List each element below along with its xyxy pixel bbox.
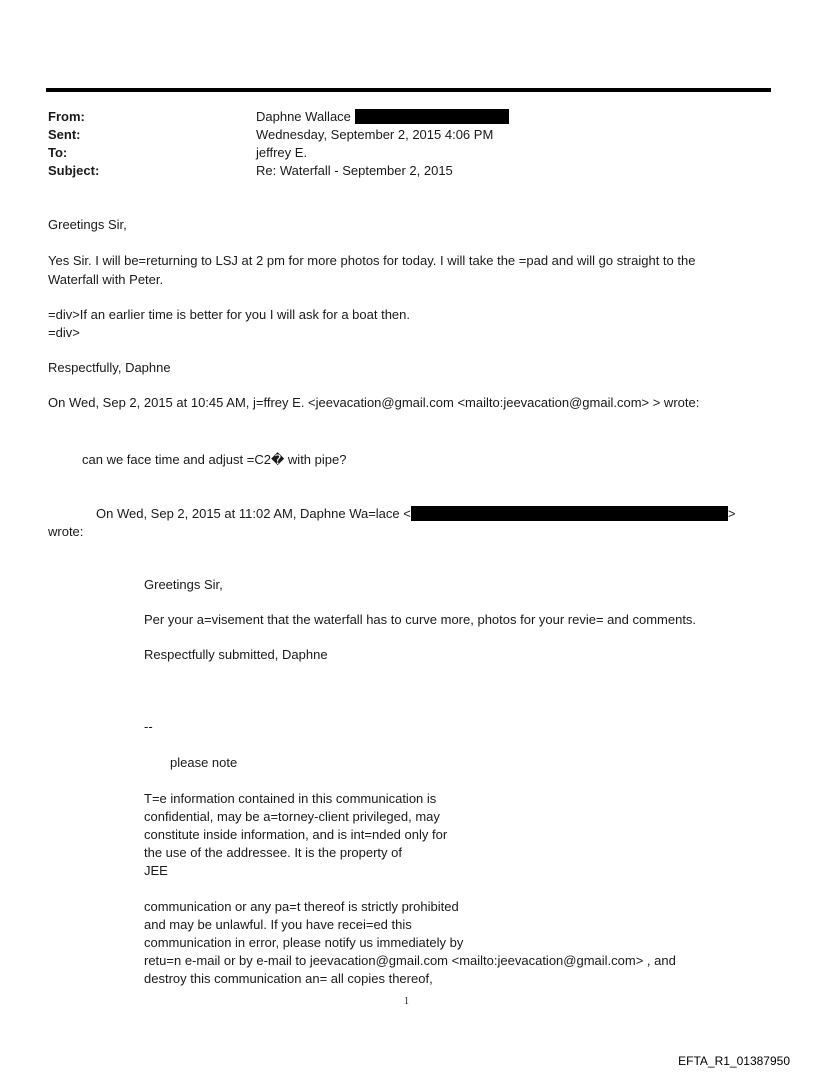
disclaimer-line: retu=n e-mail or by e-mail to jeevacation@gmail.com <mailto:jeevacation@gmail.com> , and [144,953,676,968]
to-value: jeffrey E. [256,145,308,160]
para1-line1: Yes Sir. I will be=returning to LSJ at 2 pm for more photos for today. I will take the =pad and will go straight to the [48,253,696,268]
page-number: 1 [404,996,409,1007]
para1-line2: Waterfall with Peter. [48,272,164,287]
disclaimer-line: and may be unlawful. If you have recei=ed this [144,917,412,932]
quote2-intro-start: < [403,506,411,521]
header-rule [46,88,771,92]
disclaimer-line: JEE [144,863,168,878]
sent-label: Sent: [48,127,81,142]
redaction-bar [411,506,728,521]
inner-greeting: Greetings Sir, [144,577,223,592]
quote-intro: On Wed, Sep 2, 2015 at 10:45 AM, j=ffrey E. <jeevacation@gmail.com <mailto:jeevacation@gmail.com> > wrote: [48,395,700,410]
quote2-intro: On Wed, Sep 2, 2015 at 11:02 AM, Daphne Wa=lace [96,506,400,521]
redaction-bar [355,109,509,124]
disclaimer-line: the use of the addressee. It is the property of [144,845,402,860]
quote2-intro-line [96,505,735,522]
to-label: To: [48,145,68,160]
quote2-wrote: wrote: [48,524,84,539]
from-value [256,108,509,126]
disclaimer-line: constitute inside information, and is int=nded only for [144,827,448,842]
div-line1: =div>If an earlier time is better for you I will ask for a boat then. [48,307,411,322]
bates-number: EFTA_R1_01387950 [678,1054,790,1068]
from-name: Daphne Wallace [256,109,351,124]
inner-para: Per your a=visement that the waterfall has to curve more, photos for your revie= and comments. [144,612,697,627]
sig-dash: -- [144,719,153,734]
inner-signoff: Respectfully submitted, Daphne [144,647,328,662]
subject-label: Subject: [48,163,100,178]
please-note: please note [170,755,238,770]
disclaimer-line: communication in error, please notify us immediately by [144,935,464,950]
disclaimer-line: confidential, may be a=torney-client privileged, may [144,809,440,824]
from-label: From: [48,109,85,124]
greeting: Greetings Sir, [48,217,127,232]
disclaimer-line: destroy this communication an= all copies thereof, [144,971,433,986]
div-line2: =div> [48,325,80,340]
sent-value: Wednesday, September 2, 2015 4:06 PM [256,127,494,142]
subject-value: Re: Waterfall - September 2, 2015 [256,163,453,178]
quote2-intro-end: > [727,506,736,521]
disclaimer-line: communication or any pa=t thereof is strictly prohibited [144,899,459,914]
quote1: can we face time and adjust =C2� with pipe? [82,452,347,467]
signoff: Respectfully, Daphne [48,360,171,375]
disclaimer-line: T=e information contained in this communication is [144,791,437,806]
